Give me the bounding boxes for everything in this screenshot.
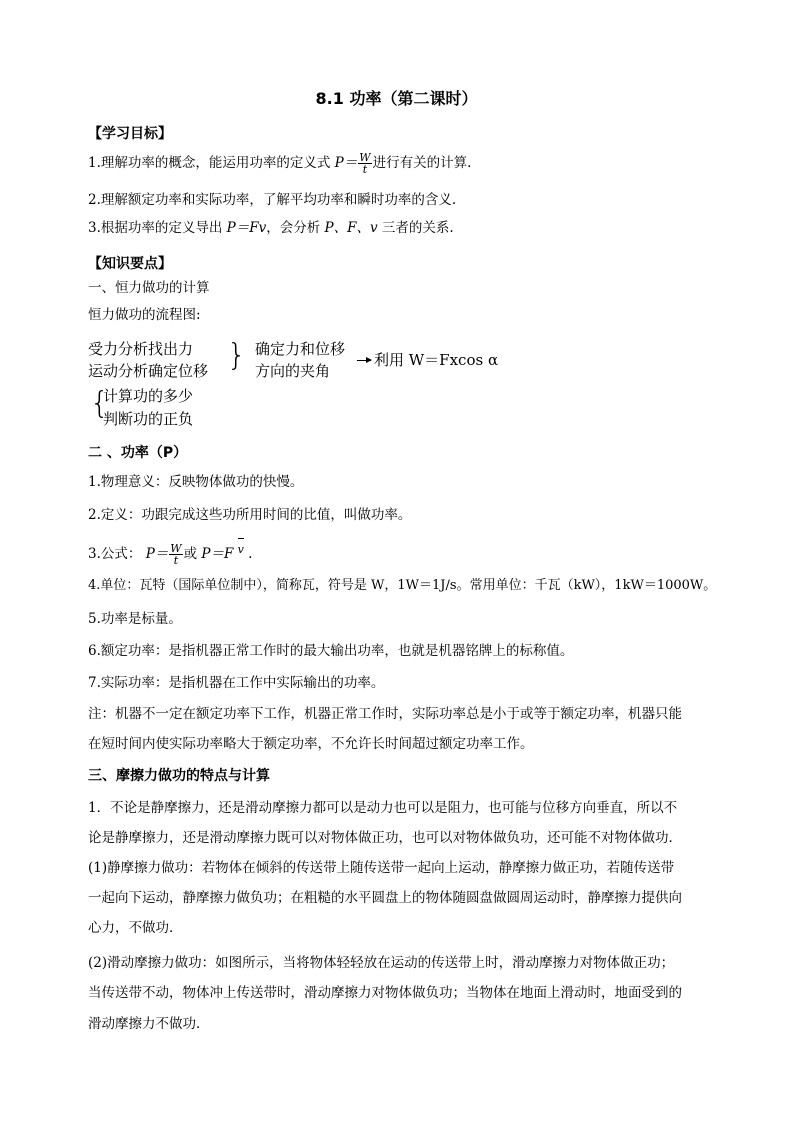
goal-1-fraction <box>358 152 371 175</box>
friction-para-3-line-3: 滑动摩擦力不做功． <box>88 1016 210 1032</box>
goal-1-text: 1.理解功率的概念，能运用功率的定义式 <box>88 155 335 171</box>
left-brace-icon: { <box>90 386 110 421</box>
power-meaning: 1.物理意义：反映物体做功的快慢。 <box>88 474 304 490</box>
power-formula-denominator: t <box>173 554 179 567</box>
goal-1-formula-lhs: P＝ <box>334 155 358 171</box>
friction-para-3-line-2: 当传送带不动，物体冲上传送带时，滑动摩擦力对物体做负功；当物体在地面上滑动时，地面受到的 <box>88 985 682 1001</box>
goal-1-post: 进行有关的计算. <box>372 155 472 171</box>
section-2-title: 二 、功率（P） <box>88 445 188 461</box>
power-formula-rhs: P＝F <box>201 546 234 562</box>
friction-para-1-line-2: 论是静摩擦力，还是滑动摩擦力既可以对物体做正功，也可以对物体做负功，还可能不对物体做功． <box>88 830 682 846</box>
flow-step-d2: 判断功的正负 <box>103 410 194 428</box>
friction-para-2-line-3: 心力，不做功． <box>88 920 183 936</box>
power-formula-or: 或 <box>183 546 202 562</box>
note-line-1: 注：机器不一定在额定功率下工作，机器正常工作时，实际功率总是小于或等于额定功率，机器只能 <box>88 706 682 722</box>
power-formula-post: . <box>248 546 253 562</box>
flow-step-a1: 受力分析找出力 <box>88 340 194 358</box>
goal-3 <box>88 218 454 238</box>
power-formula-velocity: v <box>238 540 244 560</box>
page-title: 8.1 功率（第二课时） <box>315 89 478 108</box>
power-definition: 2.定义：功跟完成这些功所用时间的比值，叫做功率。 <box>88 507 412 523</box>
flow-step-b1: 确定力和位移 <box>255 340 346 358</box>
power-formula-label: 3.公式： <box>88 546 142 562</box>
goal-1-denominator: t <box>362 163 368 176</box>
rated-power: 6.额定功率：是指机器正常工作时的最大输出功率，也就是机器铭牌上的标称值。 <box>88 643 574 659</box>
power-formula-numerator: W <box>170 542 182 555</box>
friction-para-1-line-1: 1．不论是静摩擦力，还是滑动摩擦力都可以是动力也可以是阻力，也可能与位移方向垂直，所以不 <box>88 800 678 816</box>
friction-para-3-line-1: (2)滑动摩擦力做功：如图所示，当将物体轻轻放在运动的传送带上时，滑动摩擦力对物体做正功； <box>88 955 675 971</box>
power-formula-fraction <box>169 543 182 566</box>
learning-goals-heading: 【学习目标】 <box>88 126 172 142</box>
goal-2: 2.理解额定功率和实际功率，了解平均功率和瞬时功率的含义. <box>88 192 457 208</box>
knowledge-heading: 【知识要点】 <box>88 256 172 272</box>
goal-3-mid: ，会分析 <box>266 220 325 236</box>
flow-step-a2: 运动分析确定位移 <box>88 362 209 380</box>
goal-3-text: 3.根据功率的定义导出 <box>88 220 227 236</box>
section-1-title: 一、恒力做功的计算 <box>88 280 210 296</box>
power-formula <box>88 540 252 566</box>
goal-1-numerator: W <box>359 151 371 164</box>
flow-step-b2: 方向的夹角 <box>255 362 331 380</box>
flow-step-c: 利用 W＝Fxcos α <box>374 351 499 369</box>
friction-para-2-line-1: (1)静摩擦力做功：若物体在倾斜的传送带上随传送带一起向上运动，静摩擦力做正功，若随传送带 <box>88 860 675 876</box>
right-brace-icon: } <box>227 338 247 373</box>
section-1-subtitle: 恒力做功的流程图: <box>88 307 201 323</box>
flow-step-d1: 计算功的多少 <box>103 387 194 405</box>
actual-power: 7.实际功率：是指机器在工作中实际输出的功率。 <box>88 675 385 691</box>
goal-3-post: 三者的关系. <box>377 220 454 236</box>
goal-3-vars: P、F、v <box>324 220 378 236</box>
arrow-right-icon <box>357 360 371 361</box>
goal-3-formula: P＝Fv <box>226 220 267 236</box>
goal-1 <box>88 152 471 175</box>
power-scalar: 5.功率是标量。 <box>88 611 182 627</box>
power-formula-lhs: P＝ <box>145 546 169 562</box>
friction-para-2-line-2: 一起向下运动，静摩擦力做负功；在粗糙的水平圆盘上的物体随圆盘做圆周运动时，静摩擦力提供向 <box>88 890 682 906</box>
note-line-2: 在短时间内使实际功率略大于额定功率，不允许长时间超过额定功率工作。 <box>88 736 534 752</box>
section-3-title: 三、摩擦力做功的特点与计算 <box>88 768 270 784</box>
power-unit: 4.单位：瓦特（国际单位制中），简称瓦，符号是 W，1W＝1J/s。常用单位：千瓦（kW），1kW＝1000W。 <box>88 578 717 593</box>
